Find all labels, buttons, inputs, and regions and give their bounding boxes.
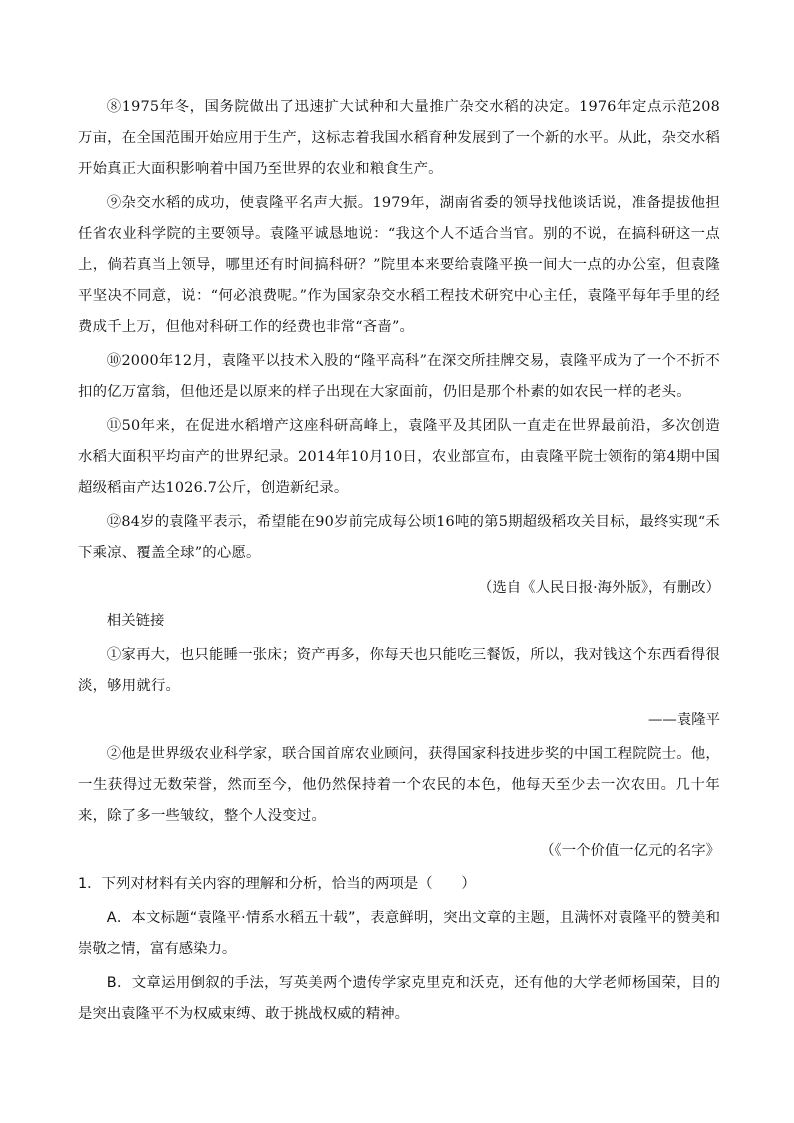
question-option-b: B．文章运用倒叙的手法，写英美两个遗传学家克里克和沃克，还有他的大学老师杨国荣，目的是突出袁隆平不为权威束缚、敢于挑战权威的精神。 [78,975,720,1022]
paragraph-8: ⑧1975年冬，国务院做出了迅速扩大试种和大量推广杂交水稻的决定。1976年定点示范208万亩，在全国范围开始应用于生产，这标志着我国水稻育种发展到了一个新的水平。从此，杂交水稻开始真正大面积影响着中国乃至世界的农业和粮食生产。 [78,99,720,177]
paragraph-10: ⑩2000年12月，袁隆平以技术入股的“隆平高科”在深交所挂牌交易，袁隆平成为了一个不折不扣的亿万富翁，但他还是以原来的样子出现在大家面前，仍旧是那个朴素的如农民一样的老头。 [78,353,720,400]
related-link-1: ①家再大，也只能睡一张床；资产再多，你每天也只能吃三餐饭，所以，我对钱这个东西看得很淡，够用就行。 [78,647,720,694]
paragraph-12: ⑫84岁的袁隆平表示，希望能在90岁前完成每公顷16吨的第5期超级稻攻关目标，最终实现“禾下乘凉、覆盖全球”的心愿。 [78,514,720,561]
paragraph-11: ⑪50年来，在促进水稻增产这座科研高峰上，袁隆平及其团队一直走在世界最前沿，多次创造水稻大面积平均亩产的世界纪录。2014年10月10日，农业部宣布，由袁隆平院士领衔的第4期中国超级稻亩产达1026.7公斤，创造新纪录。 [78,418,720,496]
document-page [78,92,720,1033]
related-link-2-source: （《一个价值一亿元的名字》 [540,843,720,859]
related-link-2: ②他是世界级农业科学家，联合国首席农业顾问，获得国家科技进步奖的中国工程院院士。他，一生获得过无数荣誉，然而至今，他仍然保持着一个农民的本色，他每天至少去一次农田。几十年来，除了多一些皱纹，整个人没变过。 [78,746,720,824]
related-link-1-signature: ——袁隆平 [648,712,720,728]
question-option-a: A．本文标题“袁隆平·情系水稻五十载”，表意鲜明，突出文章的主题，且满怀对袁隆平的赞美和崇敬之情，富有感染力。 [78,910,720,957]
paragraph-9: ⑨杂交水稻的成功，使袁隆平名声大振。1979年，湖南省委的领导找他谈话说，准备提拔他担任省农业科学院的主要领导。袁隆平诚恳地说：“我这个人不适合当官。别的不说，在搞科研这一点上，倘若真当上领导，哪里还有时间搞科研？”院里本来要给袁隆平换一间大一点的办公室，但袁隆平坚决不同意，说：“何必浪费呢。”作为国家杂交水稻工程技术研究中心主任，袁隆平每年手里的经费成千上万，但他对科研工作的经费也非常“吝啬”。 [78,195,720,335]
article-source: （选自《人民日报·海外版》，有删改） [477,580,720,596]
question-stem: 1．下列对材料有关内容的理解和分析，恰当的两项是（ ） [78,876,476,892]
related-links-heading: 相关链接 [106,613,165,629]
